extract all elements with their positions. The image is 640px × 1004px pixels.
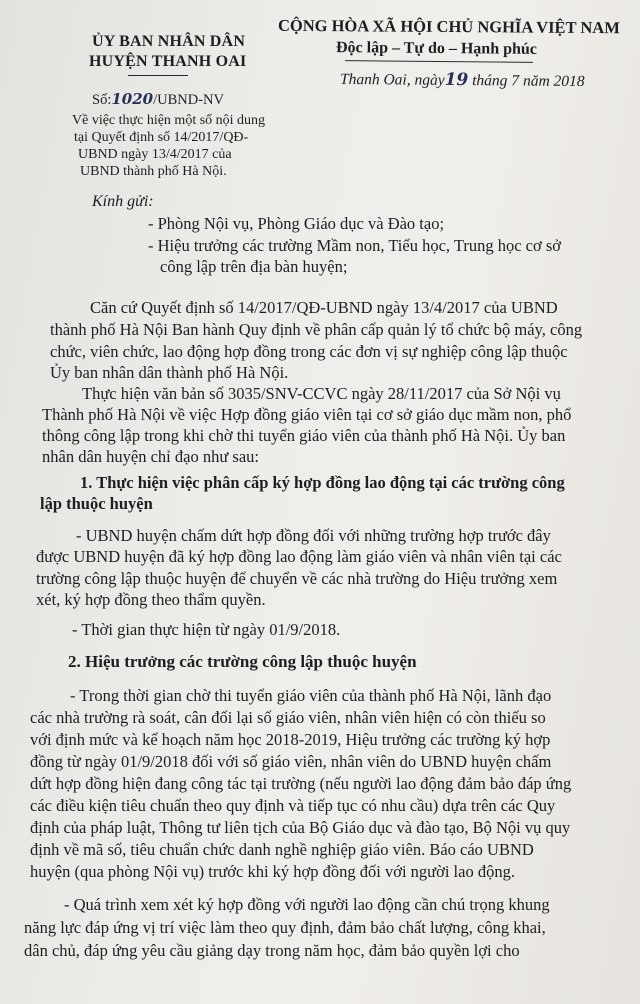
section2-para-a-line-5: dứt hợp đồng hiện đang công tác tại trường (nếu người lao động đảm bảo đáp ứng [30, 774, 572, 793]
section2-para-a-line-2: các nhà trường rà soát, cân đối lại số giáo viên, nhân viên hiện có còn thiếu so [30, 708, 546, 727]
recipient-2: - Hiệu trưởng các trường Mầm non, Tiểu học, Trung học cơ sở [148, 236, 562, 255]
section1-heading-line-2: lập thuộc huyện [40, 494, 153, 513]
para1-line-1: Căn cứ Quyết định số 14/2017/QĐ-UBND ngày 13/4/2017 của UBND [90, 298, 558, 317]
document-number [92, 90, 224, 109]
section2-para-a-line-6: các điều kiện tiêu chuẩn theo quy định và tiếp tục có nhu cầu) dựa trên các Quy [30, 796, 556, 815]
subject-line-4: UBND thành phố Hà Nội. [80, 164, 227, 179]
doc-no-prefix: Số: [92, 92, 112, 108]
section2-para-a-line-7: định của pháp luật, Thông tư liên tịch của Bộ Giáo dục và đào tạo, Bộ Nội vụ quy [30, 818, 571, 837]
motto: Độc lập – Tự do – Hạnh phúc [335, 39, 537, 58]
section1-para-a-line-1: - UBND huyện chấm dứt hợp đồng đối với những trường hợp trước đây [76, 526, 551, 545]
section1-para-b: - Thời gian thực hiện từ ngày 01/9/2018. [72, 620, 341, 639]
subject-line-2: tại Quyết định số 14/2017/QĐ- [74, 130, 249, 145]
date-year: năm 2018 [522, 72, 585, 91]
para2-line-2: Thành phố Hà Nội về việc Hợp đồng giáo viên tại cơ sở giáo dục mầm non, phổ [42, 405, 572, 424]
section2-heading: 2. Hiệu trưởng các trường công lập thuộc huyện [68, 652, 417, 671]
section2-para-a-line-1: - Trong thời gian chờ thi tuyển giáo viên của thành phố Hà Nội, lãnh đạo [70, 686, 552, 705]
section1-para-a-line-3: trường công lập thuộc huyện để chuyển về các nhà trường do Hiệu trưởng xem [36, 569, 558, 588]
date-place: Thanh Oai, ngày [339, 70, 445, 89]
para2-line-1: Thực hiện văn bản số 3035/SNV-CCVC ngày 28/11/2017 của Sở Nội vụ [82, 384, 561, 403]
republic-title: CỘNG HÒA XÃ HỘI CHỦ NGHĨA VIỆT NAM [277, 15, 620, 38]
section2-para-b-line-3: dân chủ, đáp ứng yêu cầu giảng dạy trong năm học, đảm bảo quyền lợi cho [24, 941, 520, 960]
doc-no-handwritten: 1020 [111, 90, 154, 108]
agency-underline [128, 75, 188, 76]
section1-para-a-line-2: được UBND huyện đã ký hợp đồng lao động làm giáo viên và nhân viên tại các [36, 547, 562, 566]
motto-underline [345, 60, 533, 63]
subject-line-1: Về việc thực hiện một số nội dung [72, 113, 266, 128]
para1-line-4: Ủy ban nhân dân thành phố Hà Nội. [50, 363, 289, 382]
recipients-label: Kính gửi: [92, 193, 154, 210]
recipient-1: - Phòng Nội vụ, Phòng Giáo dục và Đào tạo; [148, 214, 445, 233]
section2-para-a-line-3: với định mức và kế hoạch năm học 2018-2019, Hiệu trưởng các trường ký hợp [30, 730, 551, 749]
subject-line-3: UBND ngày 13/4/2017 của [78, 147, 232, 162]
section2-para-b-line-1: - Quá trình xem xét ký hợp đồng với người lao động cần chú trọng khung [64, 895, 550, 914]
para2-line-3: thông công lập trong khi chờ thi tuyển giáo viên của thành phố Hà Nội. Ủy ban [42, 426, 566, 445]
date-line [340, 69, 585, 91]
section1-para-a-line-4: xét, ký hợp đồng theo thẩm quyền. [36, 590, 266, 609]
recipient-3: công lập trên địa bàn huyện; [160, 257, 348, 276]
doc-no-suffix: /UBND-NV [153, 92, 224, 108]
para1-line-2: thành phố Hà Nội Ban hành Quy định về phân cấp quản lý tổ chức bộ máy, công [50, 320, 583, 339]
agency-name-line1: ỦY BAN NHÂN DÂN [92, 33, 246, 50]
section2-para-a-line-8: định về mã số, tiêu chuẩn chức danh nghề nghiệp giáo viên. Báo cáo UBND [30, 840, 534, 859]
para2-line-4: nhân dân huyện chỉ đạo như sau: [42, 447, 259, 466]
section2-para-a-line-9: huyện (qua phòng Nội vụ) trước khi ký hợp đồng đối với người lao động. [30, 862, 515, 881]
date-day-handwritten: 19 [444, 69, 469, 91]
section2-para-a-line-4: đồng từ ngày 01/9/2018 đối với số giáo viên, nhân viên do UBND huyện chấm [30, 752, 552, 771]
section2-para-b-line-2: năng lực đáp ứng vị trí việc làm theo quy định, đảm bảo chất lượng, công khai, [24, 918, 546, 937]
agency-name-line2: HUYỆN THANH OAI [89, 53, 247, 70]
date-month: tháng 7 [472, 72, 520, 90]
para1-line-3: chức, viên chức, lao động hợp đồng trong các đơn vị sự nghiệp công lập thuộc [50, 342, 568, 361]
section1-heading-line-1: 1. Thực hiện việc phân cấp ký hợp đồng lao động tại các trường công [80, 473, 565, 492]
